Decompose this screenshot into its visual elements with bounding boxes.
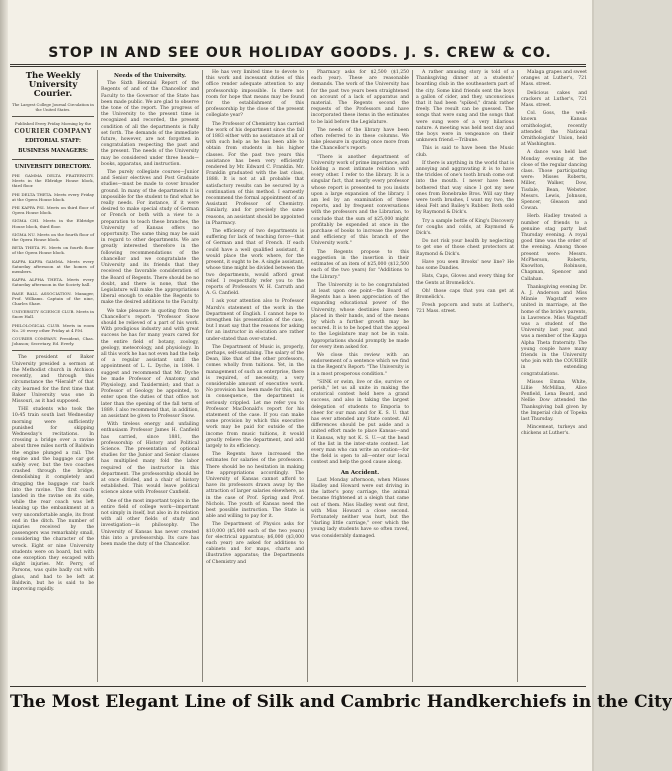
local-item: Have you seen Brooks' new line? He has some Dandies. — [416, 259, 514, 272]
directory-entry: BETA THETA PI. Meets on fourth floor of the Opera House block. — [12, 245, 94, 256]
bottom-banner-ad: The Most Elegant Line of Silk and Cambric Handkerchiefs in the City — [10, 692, 672, 712]
column-rule — [307, 70, 308, 682]
article-paragraph: He has very limited time to devote to this work and incessant duties of this office render adequate attention to any professorship impossible. Is there not room for hope that means may be found for the establishment of this professorship by the close of the present collegiate year? — [206, 70, 304, 119]
local-item: A rather amusing story is told of a Thanksgiving dinner at a students' boarding club in the southeastern part of the city. Some kind friends sent the boys a gallon of cider, and they, unconscious that it had been "spiked," drank rather freely. The result can be guessed. The songs that were sung and the songs that were sung were of a very hilarious nature. A meeting was held next day and the boys were in vengeance on their unknown friend.—Tribune. — [416, 70, 514, 144]
local-item: Thanksgiving evening Dr. A. J. Anderson and Miss Minnie Wagstaff were united in marriage, at the home of the bride's parents, in Lawrence. Miss Wagstaff was a student of the University last year, and was a member of the Kappa Alpha Theta fraternity. The young couple have many friends in the University who join with the COURIER in extending congratulations. — [521, 284, 587, 377]
masthead-divider — [12, 116, 94, 117]
bottom-rule — [10, 686, 586, 687]
locals-column — [416, 70, 514, 682]
column-rule — [97, 70, 98, 682]
article-paragraph: One of the most important topics in the entire field of college work—important not simply in itself, but also in its relation with all other fields of study and investigation—is philosophy. The University of Kansas has never created this into a professorship. Its care has been made the duty of the Chancellor. — [101, 498, 199, 548]
directory-entry: KAPPA KAPPA GAMMA. Meets every Saturday afternoon at the homes of members. — [12, 258, 94, 275]
article-paragraph: "SINK or swim, live or die, survive or perish," let us all unite in making the oratorical contest held here a grand success, and also in taking the largest delegation of students to Emporia to cheer for our man and for K. S. U. that has ever attended any State contest. All differences should be put aside and a united effort made to place Kansas—and it Kansas, why not K. S. U.—at the head of the list in the inter-state contest. Let every man who can write an oration—for the field is open to all—enter our local contest and help the good cause along. — [311, 379, 409, 466]
directory-heading: UNIVERSITY DIRECTORY. — [14, 164, 92, 170]
local-item: This is said to have been the Music club. — [416, 146, 514, 158]
local-item: Hats, Caps, Gloves and every thing for the Gents at Bromelick's. — [416, 274, 514, 286]
directory-entry: SIGMA NU. Meets on the fourth floor of the Opera House block. — [12, 231, 94, 243]
local-item: Malaga grapes and sweet oranges at Luther's, 721 Mass. street. — [521, 70, 587, 88]
headline-needs: Needs of the University. — [113, 73, 186, 79]
masthead-divider-3 — [12, 350, 94, 351]
directory-entry: PHILOLOGICAL CLUB. Meets in room No. 20 every other Friday at 4 P.M. — [12, 322, 94, 333]
directory-entry: UNIVERSITY SCIENCE CLUB. Meets in Snow Hall. — [12, 309, 94, 320]
article-paragraph: The needs of the library have been often referred to in these columns. We take pleasure in quoting once more from the Chancellor's report: — [311, 127, 409, 152]
locals-column-2 — [521, 70, 587, 682]
article-paragraph: Last Monday afternoon, when Misses Hadley and Howard were out driving in the latter's pony carriage, the animal became frightened at a sleigh that came out of them. Miss Hadley went out first, with Miss Howard a close second. Fortunately neither was hurt, but the "darling little carriage," over which the young lady students have so often raved, was considerably damaged. — [311, 477, 409, 539]
article-paragraph: The efficiency of two departments is suffering for lack of teaching force—that of German and that of French. If each could have a well qualified assistant, it would place the work where, for the present, it ought to be. A single assistant, whose time might be divided between the two departments, would afford great relief. I respectfully refer you to the reports of Professors W. H. Carruth and A. G. Canfield. — [206, 229, 304, 297]
article-paragraph: The University is to be congratulated at least upon one point—the Board of Regents has a keen appreciation of the expanding educational power of the University, whose destinies have been placed in their hands, and of the means by which a further growth may be secured. It is to be hoped that the appeal to the Legislature may not be in vain. Appropriations should promptly be made for every item asked for. — [311, 282, 409, 350]
article-paragraph: The Sixth Biennial Report of the Regents of and of the Chancellor and Faculty to the Governor of the State has been made public. We are glad to observe the tone of the report. The progress of the University to the present time is recognized and recorded, the present condition of all the departments is fully set forth. The demands of the immediate future, however, are not forgotten in congratulation respecting the past and the present. The needs of the University may be considered under three heads—books, apparatus, and instruction. — [101, 81, 199, 167]
article-paragraph: The Department of Music is, properly, perhaps, self-sustaining. The salary of the Dean, like that of the other professors, comes wholly from tuitions. Yet, in the management of such an enterprise, there is required, of necessity, a very considerable amount of executive work. No provision has been made for this, and, in consequence, the department is seriously crippled. Let me refer you to Professor MacDonald's report for his statement of the case. If you can make some provision by which this executive work may be paid for outside of the income from music tuitions, it would greatly relieve the department, and add largely to its efficiency. — [206, 344, 304, 449]
directory-entry: COURIER COMPANY. President, Chas. Johnson; Secretary, Ed. Everly. — [12, 336, 94, 347]
masthead-divider-2 — [12, 159, 94, 160]
publisher-name: COURIER COMPANY — [14, 128, 92, 135]
article-paragraph: I ask your attention also to Professor Marsh's statement of the work in the Department of English. I cannot hope to strengthen his presentation of the case, but I must say that the reasons for asking for an instructor in elocution are rather under-stated than over-stated. — [206, 299, 304, 342]
page-binding-edge — [0, 0, 8, 771]
directory-entry: BASE BALL ASSOCIATION. Manager, Prof. Williams. Captain of the nine, Charles Shaw. — [12, 290, 94, 307]
article-paragraph: The Professor of Chemistry has carried the work of his department since the fall of 1883 either with no assistance at all or with such help as he has been able to obtain from students in his higher classes. For the past two years this assistance has been very efficiently rendered by Mr. Edward C. Franklin. Mr. Franklin graduated with the last class, 1888. It is not at all probable that satisfactory results can be secured by a continuation of this method. I earnestly recommend the formal appointment of an Assistant Professor of Chemistry. Similarly, and for precisely the same reasons, an assistant should be appointed in Pharmacy. — [206, 121, 304, 226]
article-paragraph: With tireless energy and unfailing enthusiasm Professor James H. Canfield has carried, since 1881, the professorship of History and Political Science. The presentation of optional studies for the Junior and Senior classes has multiplied many fold the labor required of the instructor in this department. The professorship should be at once divided, and a chair of history established. This would leave political science alone with Professor Canfield. — [101, 422, 199, 496]
article-column-3 — [206, 70, 304, 682]
headline-accident: An Accident. — [340, 469, 380, 476]
publisher-line: Published Every Friday Morning by the — [15, 121, 91, 126]
article-column-4 — [311, 70, 409, 682]
local-item: Col. Goss, the well-known Kansas ornithologist, recently attended the National Ornithologists' Union, held at Washington. — [521, 111, 587, 148]
article-paragraph: The president of Baker University presided a sermon at the Methodist church in Atchison recently, and through this circumstance the *Herald* of that city learned for the first time that Baker University was one in Missouri, as it had supposed. — [12, 355, 94, 404]
local-item: Misses Emma White, Lillie McMillan, Alice Penfield, Lena Beard, and Nellie Dow attended the Thanksgiving ball given by the Imperial club of Topeka last Thursday. — [521, 379, 587, 422]
article-paragraph: "There is another department of University work of prime importance, and holding a most intimate relation with every other. I refer to the library. It is a singular fact, that nearly every professor whose report is presented to you insists upon a large expansion of the library. I am led by an examination of these reports, and by frequent conversations with the professors and the Librarian, to conclude that the sum of $25,000 might profitably be expended at once in the purchase of books to increase the power and efficiency of this branch of the University work." — [311, 154, 409, 247]
article-paragraph: The Regents propose to this suggestion in the insertion in their estimates of an item of $25,000 ($12,500 each of the two years) for "Additions to the Library." — [311, 249, 409, 280]
article-paragraph: We close this review with an endorsement of a sentence which we find in the Regent's Report: "The University is in a most prosperous condition." — [311, 352, 409, 377]
top-banner-ad: STOP IN AND SEE OUR HOLIDAY GOODS. J. S. CREW & CO. — [48, 45, 552, 61]
masthead-column — [12, 70, 94, 682]
paper-title: The Weekly University Courier. — [25, 71, 81, 99]
directory-entry: PHI GAMMA DELTA FRATERNITY. Meets in the Eldridge House block, third floor. — [12, 173, 94, 189]
local-item: Delicious cakes and crackers at Luther's, 721 Mass. street. — [521, 90, 587, 109]
article-paragraph: THE students who took the 10:45 train south last Wednesday morning were sufficiently punished for skipping Wednesday's recitations. In crossing a bridge over a ravine about three miles north of Baldwin the engine plunged a rail. The engine and the baggage car got safely over, but the two coaches crashed through the bridge, demolishing it completely and dragging the baggage car back into the ravine. The first coach landed in the ravine on its side, while the rear coach was left leaning up the embankment at a very uncomfortable angle, its front end in the ditch. The number of injuries received by the passengers was remarkably small, considering the character of the wreck. Eight or nine University students were on board, but with one exception they escaped with slight injuries. Mr. Perry, of Parsons, was quite badly cut with glass, and had to be left at Baldwin, but he is said to be improving rapidly. — [12, 407, 94, 592]
editorial-staff-heading: EDITORIAL STAFF: — [25, 138, 81, 144]
local-item: Oh! those caps that you can get at Bromelick's. — [416, 288, 514, 300]
paper-subtitle: The Largest College Journal Circulation in the United States. — [12, 102, 94, 112]
banner-rule — [10, 64, 586, 65]
local-item: Herb. Hadley treated a number of friends to a genuine stag party last Thursday evening. A royal good time was the order of the evening. Among those present were: Messrs. McPherson, Roberts, Knowlton, Robinson, Chapman, Spencer and Callahan. — [521, 214, 587, 282]
local-item: A dance was held last Monday evening at the close of the regular dancing class. Those participating were: Misses Roberts, Miller, Walker, Dow, Tisdale, Bean, Webster. Messrs. Lewis, Johnson, Spencer, Gleason and Cowan. — [521, 150, 587, 212]
article-paragraph: The Regents have increased the estimates for salaries of the professors. There should be no hesitation in making the appropriations accordingly. The University of Kansas cannot afford to have its professors drawn away by the attraction of larger salaries elsewhere, as in the case of Prof. Spring and Prof. Nichols. The youth of Kansas need the best possible instruction. The State is able and willing to pay for it. — [206, 452, 304, 520]
business-managers-heading: BUSINESS MANAGERS: — [18, 148, 88, 154]
local-item: Mincemeat, turkeys and chickens at Luther's. — [521, 425, 587, 437]
article-column-needs — [101, 70, 199, 682]
directory-entry: KAPPA ALPHA THETA. Meets every Saturday afternoon in the Society hall. — [12, 277, 94, 288]
local-item: Do not risk your health by neglecting to get one of those chest protectors at Raymond & Dick's. — [416, 239, 514, 257]
local-item: Fresh popcorn and nuts at Luther's, 721 Mass. street. — [416, 303, 514, 315]
article-paragraph: Pharmacy asks for $2,500 ($1,250 each year). These are reasonable demands. The work of the University has for the past two years been straightened on account of a lack of apparatus and material. The Regents second the requests of the Professors and have incorporated these items in the estimates to be laid before the Legislature. — [311, 70, 409, 125]
article-paragraph: The purely collegiate courses—Junior and Senior electives and Post Graduate studies—must be made to cover broader ground. In many of the departments it is impossible for the student to find what he really needs. For instance, if it were desired to make special study of German or French or both with a view to a preparation to teach these branches, the University of Kansas offers no opportunity. The same thing may be said in regard to other departments. We are greatly interested therefore in the following recommendations of the chancellor and we congratulate the University and its friends that they received the favorable consideration of the Board of Regents. There should be no doubt, and there is none, that the Legislature will make the appropriations liberal enough to enable the Regents to make the desired additions to the Faculty. — [101, 170, 199, 306]
directory-entry: PHI KAPPA PSI. Meets on third floor of Opera House block. — [12, 205, 94, 216]
column-rule — [412, 70, 413, 682]
banner-rule-double — [10, 66, 586, 67]
article-paragraph: We take pleasure in quoting from the Chancellor's report: "Professor Snow should be relieved of a part of his work. With prodigious industry and with great success he has for many years cared for the entire field of botany, zoology, geology, meteorology, and physiology. In all this work he has not even had the help of a regular assistant until the appointment of L. L. Dyche, in 1884. I suggest and recommend that Mr. Dyche be made Professor of Anatomy and Physiology, and Taxidermist; and that a Professor of Geology be appointed, to enter upon the duties of that office not later than the opening of the fall term of 1889. I also recommend that, in addition, an assistant be given to Professor Snow. — [101, 308, 199, 419]
article-paragraph: The Department of Physics asks for $10,000 ($5,000 each of the two years) for electrical apparatus; $6,000 ($3,000 each year) are asked for additions to cabinets and for maps, charts and illustrative apparatus; the Departments of Chemistry and — [206, 522, 304, 565]
directory-entry: PHI DELTA THETA. Meets every Friday at the Opera House block. — [12, 191, 94, 202]
local-item: If there is anything in the world that is annoying and aggravating it is to have the trickles of one's tooth brush come out into the mouth. I never have been bothered that way since I got my new ones from Bonebrake Bros. Will say they were tooth brushes, I want my two, the ideal Felt and Bailey's Rubber. Both sold by Raymond & Dick's. — [416, 160, 514, 216]
directory-entry: SIGMA CHI. Meets in the Eldridge House block, third floor. — [12, 218, 94, 229]
local-item: Try a sample bottle of King's Discovery for coughs and colds, at Raymond & Dick's. — [416, 218, 514, 237]
column-rule — [202, 70, 203, 682]
column-rule — [517, 70, 518, 682]
